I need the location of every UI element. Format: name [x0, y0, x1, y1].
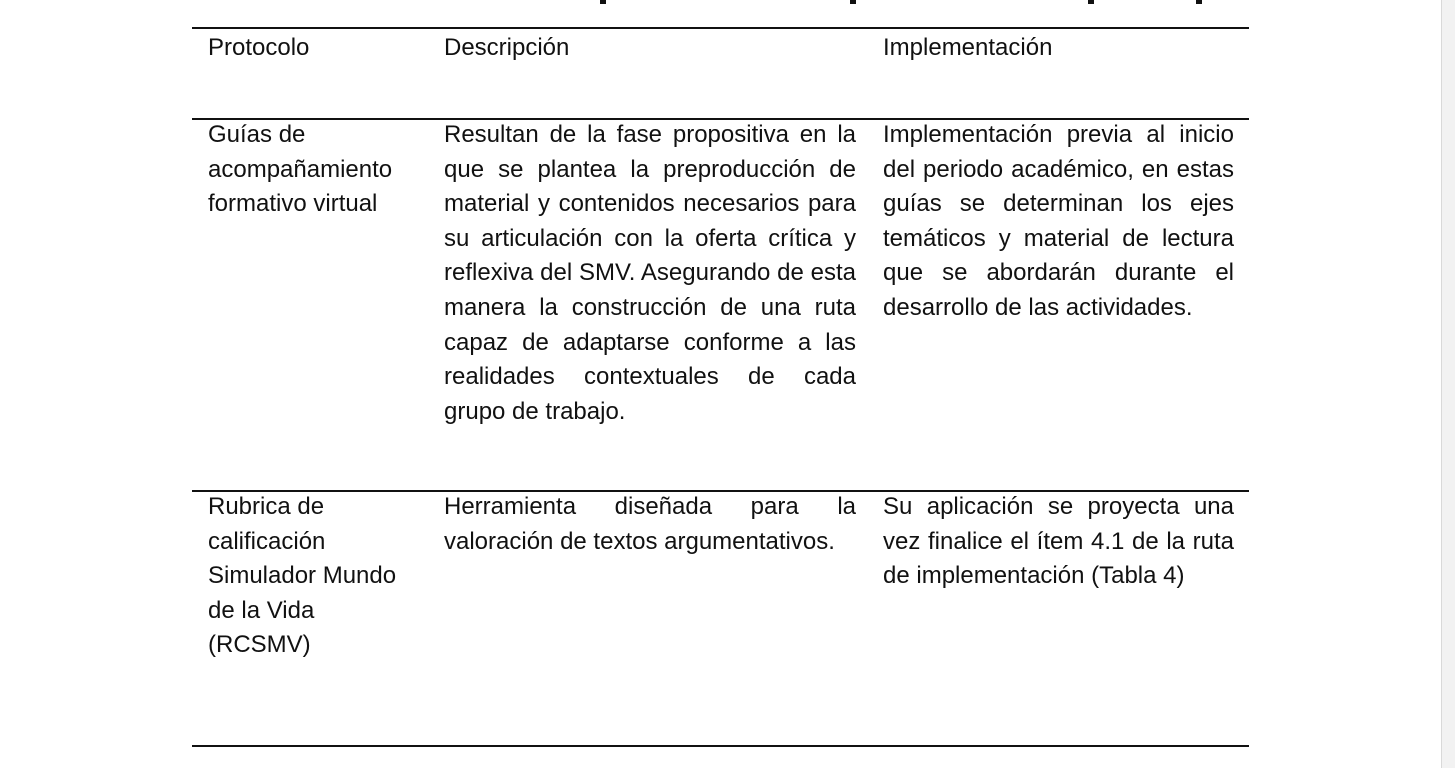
row-1-implementation: Implementación previa al inicio del periodo académico, en estas guías se determinan los ejes temáticos y material de lectura que se abordarán durante el desarrollo de las actividades.: [883, 121, 1234, 321]
row-2-description: Herramienta diseñada para la valoración de textos argumentativos.: [444, 493, 856, 555]
window-edge: [1441, 0, 1455, 768]
header-protocol: Protocolo: [208, 34, 310, 61]
table-top-rule: [192, 27, 1249, 29]
row-2-protocol: Rubrica de calificación Simulador Mundo de la Vida (RCSMV): [208, 493, 397, 659]
table-bottom-rule: [192, 745, 1249, 747]
cut-off-caption-line: [600, 0, 1240, 4]
row-2-implementation: Su aplicación se proyecta una vez finalice el ítem 4.1 de la ruta de implementación (Tabla 4): [883, 493, 1234, 590]
row-1-protocol: Guías de acompañamiento formativo virtual: [208, 121, 393, 218]
clipped-text-descenders: [600, 0, 1240, 4]
header-implementation: Implementación: [883, 34, 1053, 61]
row-1-description: Resultan de la fase propositiva en la que se plantea la preproducción de material y contenidos necesarios para su articulación con la oferta crítica y reflexiva del SMV. Asegurando de esta manera la construcción de una ruta capaz de adaptarse conforme a las realidades contextuales de cada grupo de trabajo.: [444, 121, 856, 425]
header-description: Descripción: [444, 34, 570, 61]
